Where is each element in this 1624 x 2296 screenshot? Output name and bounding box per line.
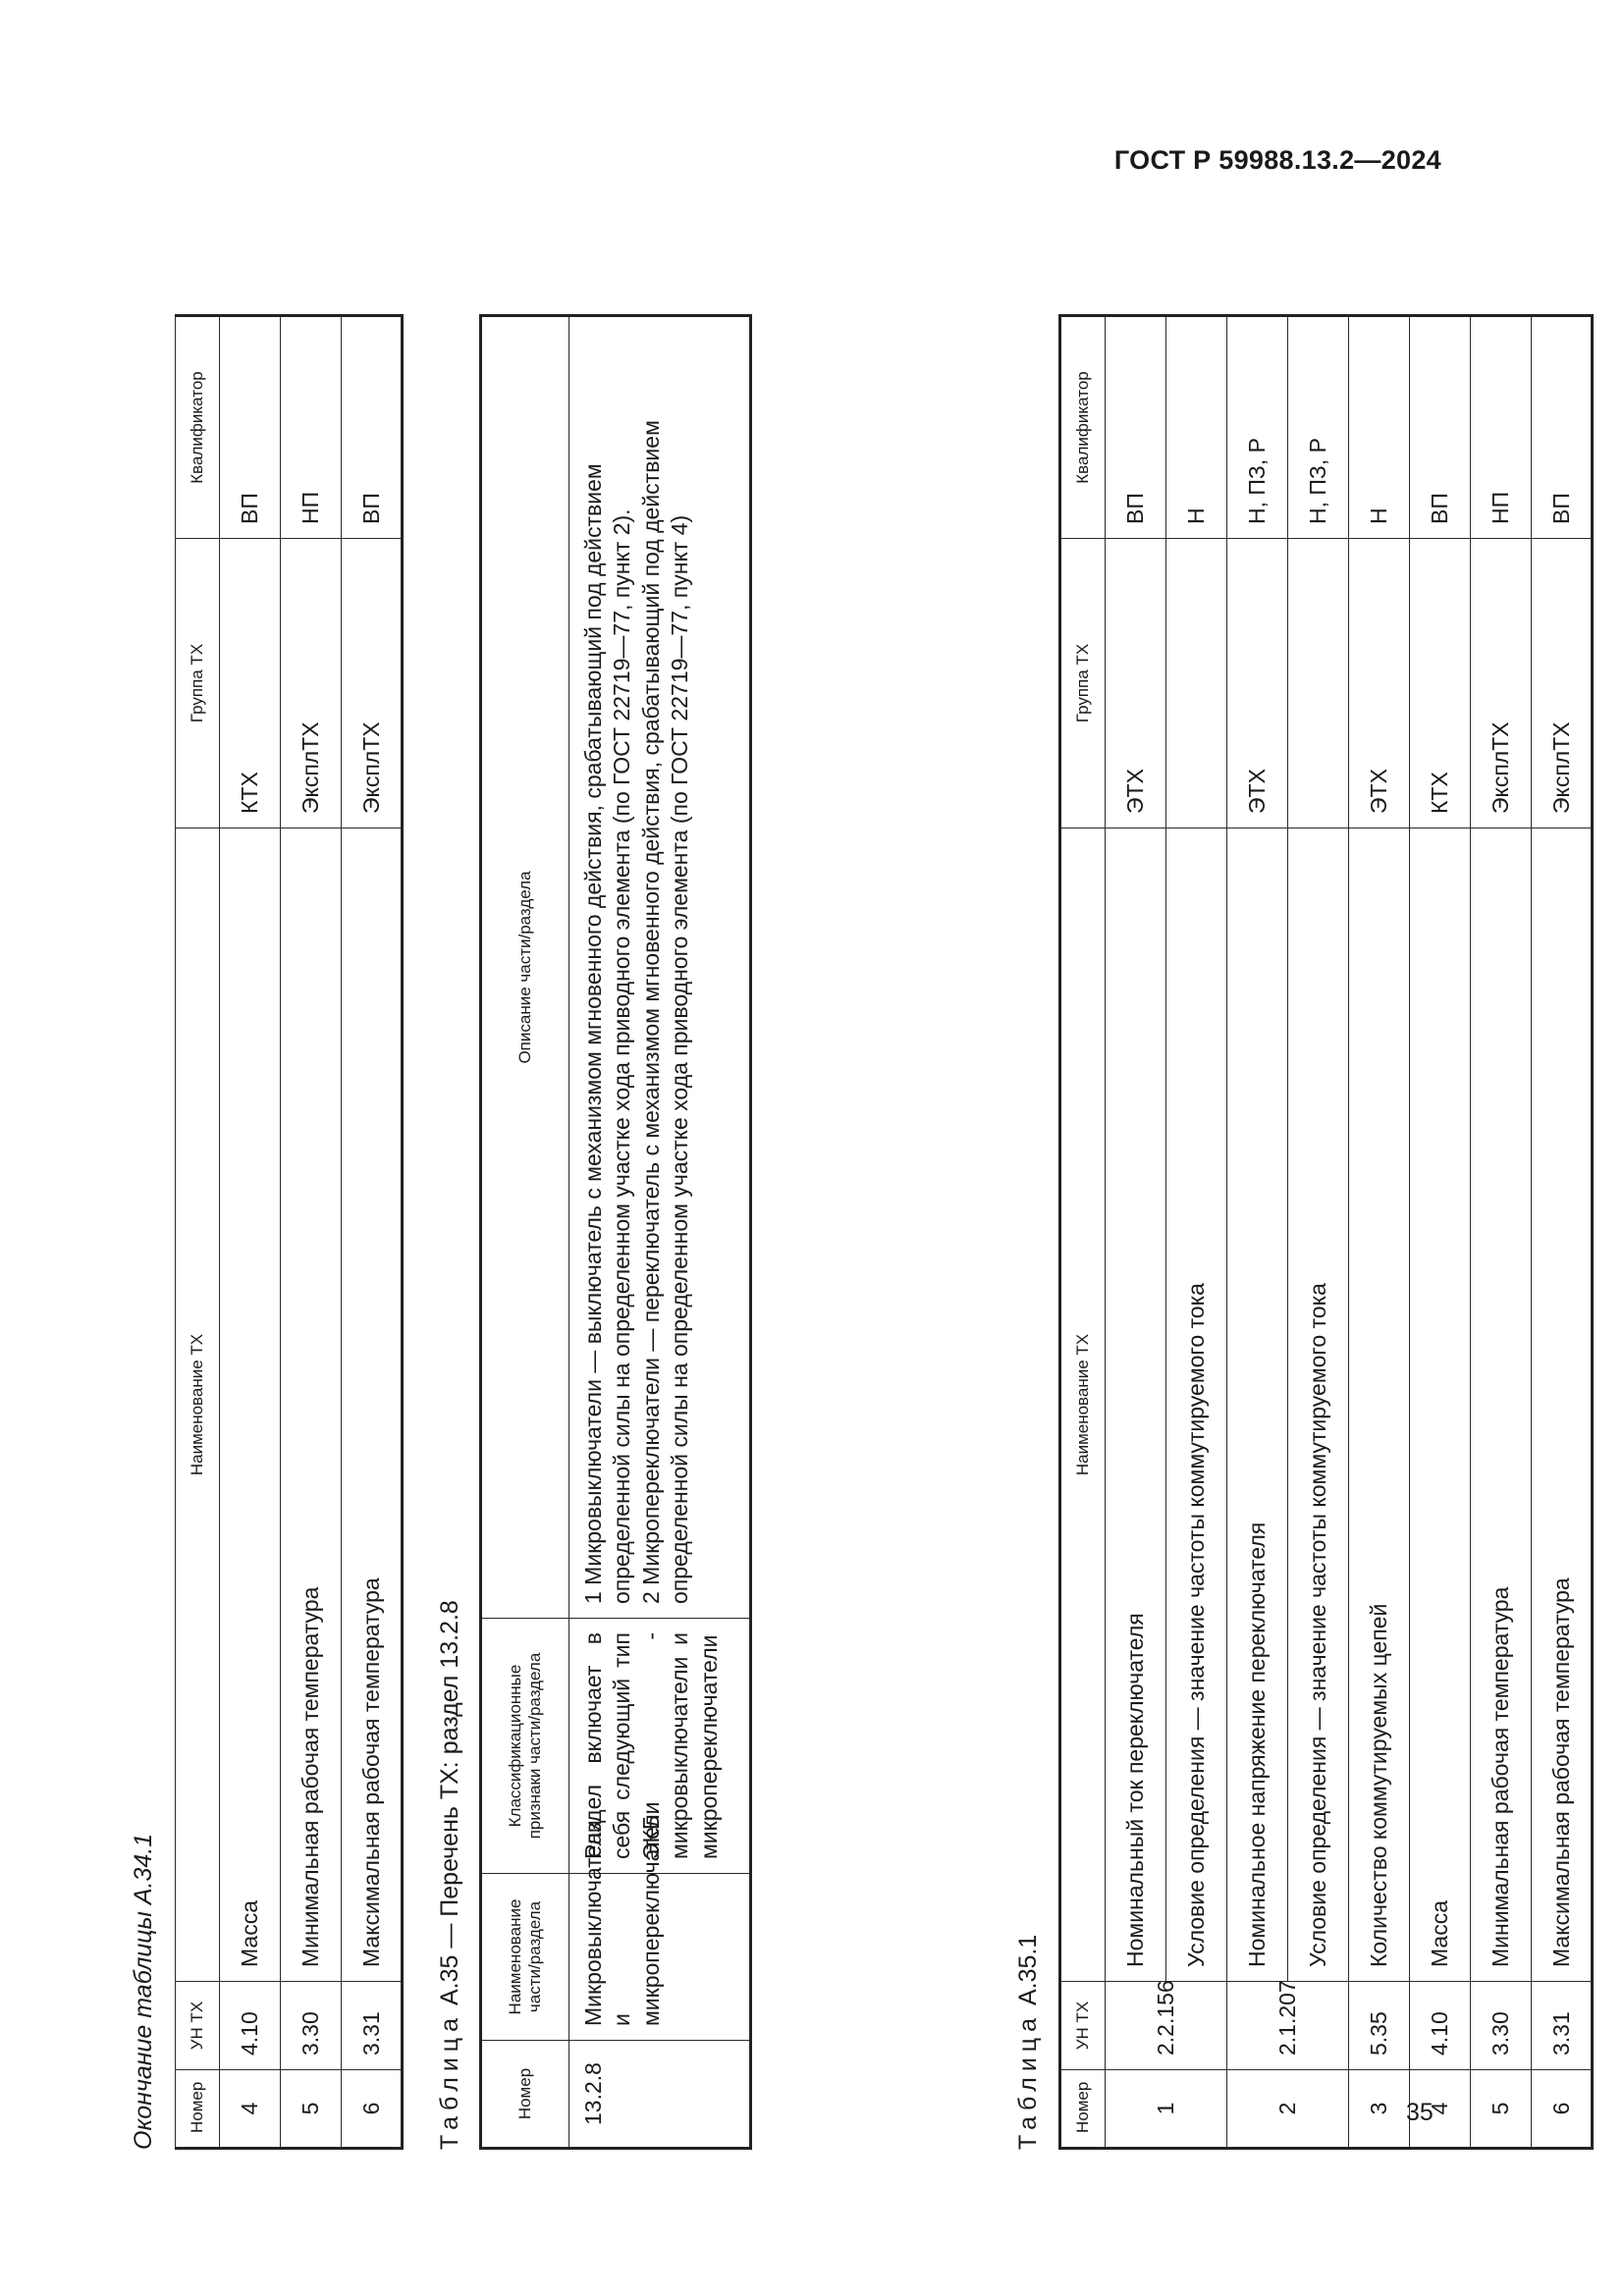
caption-word: Таблица: [1014, 2011, 1042, 2150]
cell-qualifier: НП: [1471, 316, 1532, 539]
cell-name: Максимальная рабочая температура: [1532, 828, 1593, 1982]
table-row: [1288, 316, 1349, 2149]
cell-name: Масса: [1410, 828, 1471, 1982]
cell-group: ЭТХ: [1349, 539, 1410, 828]
cell-qualifier: ВП: [220, 316, 281, 539]
cell-name: Условие определения — значение частоты коммутируемого тока: [1166, 828, 1227, 1982]
table-row: [569, 316, 751, 2149]
cell-number: 4: [1410, 2070, 1471, 2149]
cell-code: 3.31: [342, 1982, 403, 2070]
table-row: [1166, 316, 1227, 2149]
cell-qualifier: Н, ПЗ, Р: [1227, 316, 1288, 539]
cell-code: 4.10: [220, 1982, 281, 2070]
cell-code: 3.30: [1471, 1982, 1532, 2070]
col-header-description: Описание части/раздела: [481, 316, 569, 1619]
cell-group: ЭксплТХ: [281, 539, 342, 828]
table-a35-1: [1058, 314, 1594, 2150]
cell-code: 3.30: [281, 1982, 342, 2070]
description-item-2: 2 Микропереключатели — переключатель с механизмом мгновенного действия, срабатывающий под действием определенной силы на определенном участке хода приводного элемента (по ГОСТ 22719—77, пункт 4): [637, 420, 693, 1604]
cell-group: ЭТХ: [1227, 539, 1288, 828]
col-header-group: Группа ТХ: [1060, 539, 1106, 828]
col-header-group: Группа ТХ: [176, 539, 220, 828]
table-a35: [479, 314, 752, 2150]
cell-group: [1288, 539, 1349, 828]
cell-name: Максимальная рабочая температура: [342, 828, 403, 1982]
cell-group: ЭксплТХ: [342, 539, 403, 828]
cell-number: 5: [1471, 2070, 1532, 2149]
col-header-number: Номер: [176, 2070, 220, 2149]
cell-code: 3.31: [1532, 1982, 1593, 2070]
cell-group: ЭксплТХ: [1532, 539, 1593, 828]
cell-number: 6: [342, 2070, 403, 2149]
cell-code: 2.2.156: [1106, 1982, 1227, 2070]
cell-number: 2: [1227, 2070, 1349, 2149]
col-header-qualifier: Квалификатор: [176, 316, 220, 539]
table-a34-1-continuation: [175, 314, 404, 2150]
cell-group: [1166, 539, 1227, 828]
table-row: [1349, 316, 1410, 2149]
col-header-code: УН ТХ: [176, 1982, 220, 2070]
cell-features: Раздел включает в себя следующий тип ЭКБ: - микровыключатели и микропереключатели: [569, 1619, 751, 1874]
col-header-name: Наименование ТХ: [1060, 828, 1106, 1982]
col-header-name: Наименование ТХ: [176, 828, 220, 1982]
cell-name: Минимальная рабочая температура: [1471, 828, 1532, 1982]
cell-number: 13.2.8: [569, 2041, 751, 2149]
page-number: 35: [1406, 2099, 1434, 2126]
col-header-number: Номер: [481, 2041, 569, 2149]
col-header-part-name: Наименование части/раздела: [481, 1874, 569, 2041]
cell-qualifier: НП: [281, 316, 342, 539]
cell-name: Номинальный ток переключателя: [1106, 828, 1166, 1982]
table-a35-1-caption: [1014, 1935, 1043, 2150]
table-row: [1410, 316, 1471, 2149]
table-row: [1532, 316, 1593, 2149]
cell-qualifier: ВП: [1410, 316, 1471, 539]
caption-rest: А.35 — Перечень ТХ: раздел 13.2.8: [436, 1600, 463, 2006]
col-header-features: Классификационные признаки части/раздела: [481, 1619, 569, 1874]
cell-number: 6: [1532, 2070, 1593, 2149]
cell-name: Количество коммутируемых цепей: [1349, 828, 1410, 1982]
cell-qualifier: ВП: [1106, 316, 1166, 539]
table-row: [1106, 316, 1166, 2149]
cell-qualifier: Н: [1349, 316, 1410, 539]
cell-qualifier: Н: [1166, 316, 1227, 539]
cell-qualifier: Н, ПЗ, Р: [1288, 316, 1349, 539]
cell-name: Масса: [220, 828, 281, 1982]
cell-description: [569, 316, 751, 1619]
cell-number: 1: [1106, 2070, 1227, 2149]
table-a35-caption: [436, 1600, 464, 2150]
table-row: [1227, 316, 1288, 2149]
cell-group: КТХ: [1410, 539, 1471, 828]
description-item-1: 1 Микровыключатели — выключатель с механизмом мгновенного действия, срабатывающий под действием определенной силы на определенном участке хода приводного элемента (по ГОСТ 22719—77, пункт 2).: [580, 463, 635, 1604]
cell-code: 5.35: [1349, 1982, 1410, 2070]
cell-part-name: Микровыключатели и микропереключатели: [569, 1874, 751, 2041]
cell-group: ЭксплТХ: [1471, 539, 1532, 828]
cell-name: Условие определения — значение частоты коммутируемого тока: [1288, 828, 1349, 1982]
document-header: ГОСТ Р 59988.13.2—2024: [1113, 145, 1441, 175]
col-header-number: Номер: [1060, 2070, 1106, 2149]
table-row: [1471, 316, 1532, 2149]
cell-code: 2.1.207: [1227, 1982, 1349, 2070]
col-header-qualifier: Квалификатор: [1060, 316, 1106, 539]
cell-number: 5: [281, 2070, 342, 2149]
table-row: [342, 316, 403, 2149]
cell-code: 4.10: [1410, 1982, 1471, 2070]
rotated-content: [116, 285, 1574, 2150]
cell-name: Минимальная рабочая температура: [281, 828, 342, 1982]
table-row: [281, 316, 342, 2149]
table-row: [220, 316, 281, 2149]
cell-number: 4: [220, 2070, 281, 2149]
continuation-caption: Окончание таблицы А.34.1: [130, 1833, 157, 2150]
col-header-code: УН ТХ: [1060, 1982, 1106, 2070]
cell-group: КТХ: [220, 539, 281, 828]
cell-number: 3: [1349, 2070, 1410, 2149]
cell-group: ЭТХ: [1106, 539, 1166, 828]
cell-qualifier: ВП: [1532, 316, 1593, 539]
caption-word: Таблица: [436, 2011, 463, 2150]
caption-rest: А.35.1: [1014, 1934, 1042, 2006]
cell-name: Номинальное напряжение переключателя: [1227, 828, 1288, 1982]
cell-qualifier: ВП: [342, 316, 403, 539]
